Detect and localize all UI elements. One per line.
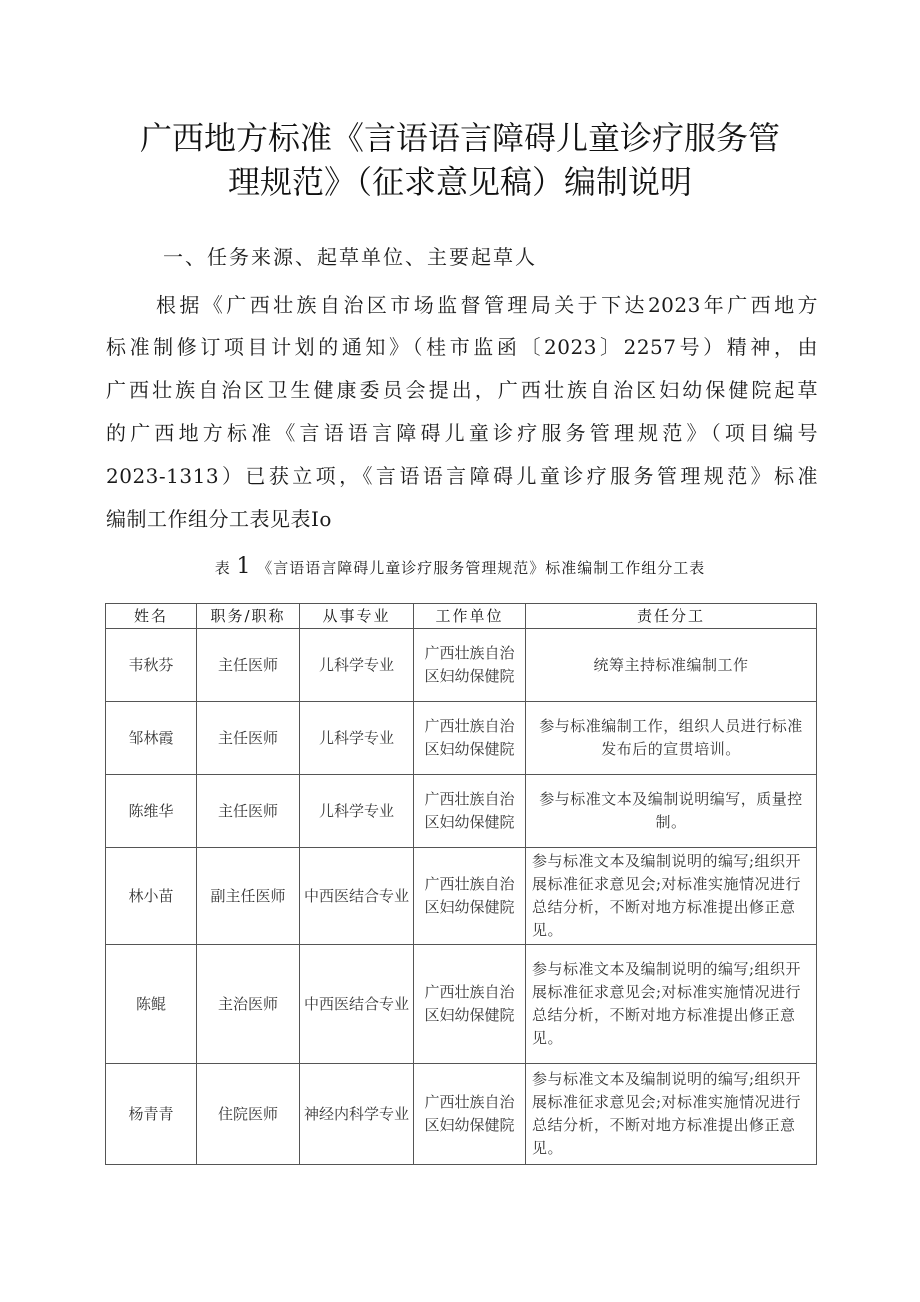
header-unit: 工作单位 [414,604,526,629]
table-row [106,702,817,775]
table-row [106,1064,817,1165]
cell-name: 韦秋芬 [106,629,197,702]
document-title-line-2: 理规范》（征求意见稿）编制说明 [227,163,692,201]
header-title: 职务/职称 [197,604,300,629]
cell-title: 主任医师 [197,629,300,702]
header-specialty: 从事专业 [300,604,414,629]
paragraph-line: 广西壮族自治区卫生健康委员会提出，广西壮族自治区妇幼保健院起草 [106,378,818,402]
table-row [106,629,817,702]
paragraph-line: 的广西地方标准《言语语言障碍儿童诊疗服务管理规范》（项目编号 [106,421,818,445]
cell-specialty: 中西医结合专业 [300,848,414,945]
cell-name: 林小苗 [106,848,197,945]
table-row [106,775,817,848]
table-caption-prefix: 表 [214,559,231,577]
cell-unit: 广西壮族自治区妇幼保健院 [414,629,526,702]
paragraph-line: 编制工作组分工表见表Io [106,507,332,531]
cell-duty: 参与标准文本及编制说明的编写;组织开展标准征求意见会;对标准实施情况进行总结分析，不断对地方标准提出修正意见。 [526,945,817,1064]
cell-specialty: 神经内科学专业 [300,1064,414,1165]
cell-specialty: 中西医结合专业 [300,945,414,1064]
header-name: 姓名 [106,604,197,629]
table-row [106,945,817,1064]
table-caption-number: 1 [236,554,252,579]
cell-title: 主治医师 [197,945,300,1064]
cell-specialty: 儿科学专业 [300,702,414,775]
section-heading: 一、任务来源、起草单位、主要起草人 [163,245,537,269]
paragraph-line: 根据《广西壮族自治区市场监督管理局关于下达2023年广西地方 [156,293,818,317]
paragraph-line: 2023-1313）已获立项，《言语语言障碍儿童诊疗服务管理规范》标准 [106,464,818,488]
staff-division-table [105,603,817,1165]
table-caption [100,554,820,581]
cell-duty: 参与标准编制工作，组织人员进行标准发布后的宣贯培训。 [526,702,817,775]
cell-specialty: 儿科学专业 [300,629,414,702]
cell-unit: 广西壮族自治区妇幼保健院 [414,848,526,945]
table-caption-text: 《言语语言障碍儿童诊疗服务管理规范》标准编制工作组分工表 [257,559,706,577]
header-duty: 责任分工 [526,604,817,629]
cell-duty: 参与标准文本及编制说明的编写;组织开展标准征求意见会;对标准实施情况进行总结分析，不断对地方标准提出修正意见。 [526,1064,817,1165]
document-title-line-1: 广西地方标准《言语语言障碍儿童诊疗服务管 [139,119,780,157]
cell-title: 主任医师 [197,775,300,848]
cell-unit: 广西壮族自治区妇幼保健院 [414,945,526,1064]
cell-name: 杨青青 [106,1064,197,1165]
cell-name: 邹林霞 [106,702,197,775]
table-row [106,848,817,945]
cell-duty: 参与标准文本及编制说明的编写;组织开展标准征求意见会;对标准实施情况进行总结分析，不断对地方标准提出修正意见。 [526,848,817,945]
cell-title: 住院医师 [197,1064,300,1165]
cell-duty: 统筹主持标准编制工作 [526,629,817,702]
cell-unit: 广西壮族自治区妇幼保健院 [414,775,526,848]
cell-unit: 广西壮族自治区妇幼保健院 [414,702,526,775]
paragraph-line: 标准制修订项目计划的通知》（桂市监函〔2023〕2257号）精神，由 [106,335,818,359]
cell-name: 陈维华 [106,775,197,848]
cell-name: 陈鲲 [106,945,197,1064]
cell-title: 主任医师 [197,702,300,775]
cell-duty: 参与标准文本及编制说明编写，质量控制。 [526,775,817,848]
cell-title: 副主任医师 [197,848,300,945]
cell-unit: 广西壮族自治区妇幼保健院 [414,1064,526,1165]
cell-specialty: 儿科学专业 [300,775,414,848]
table-header-row [106,604,817,629]
